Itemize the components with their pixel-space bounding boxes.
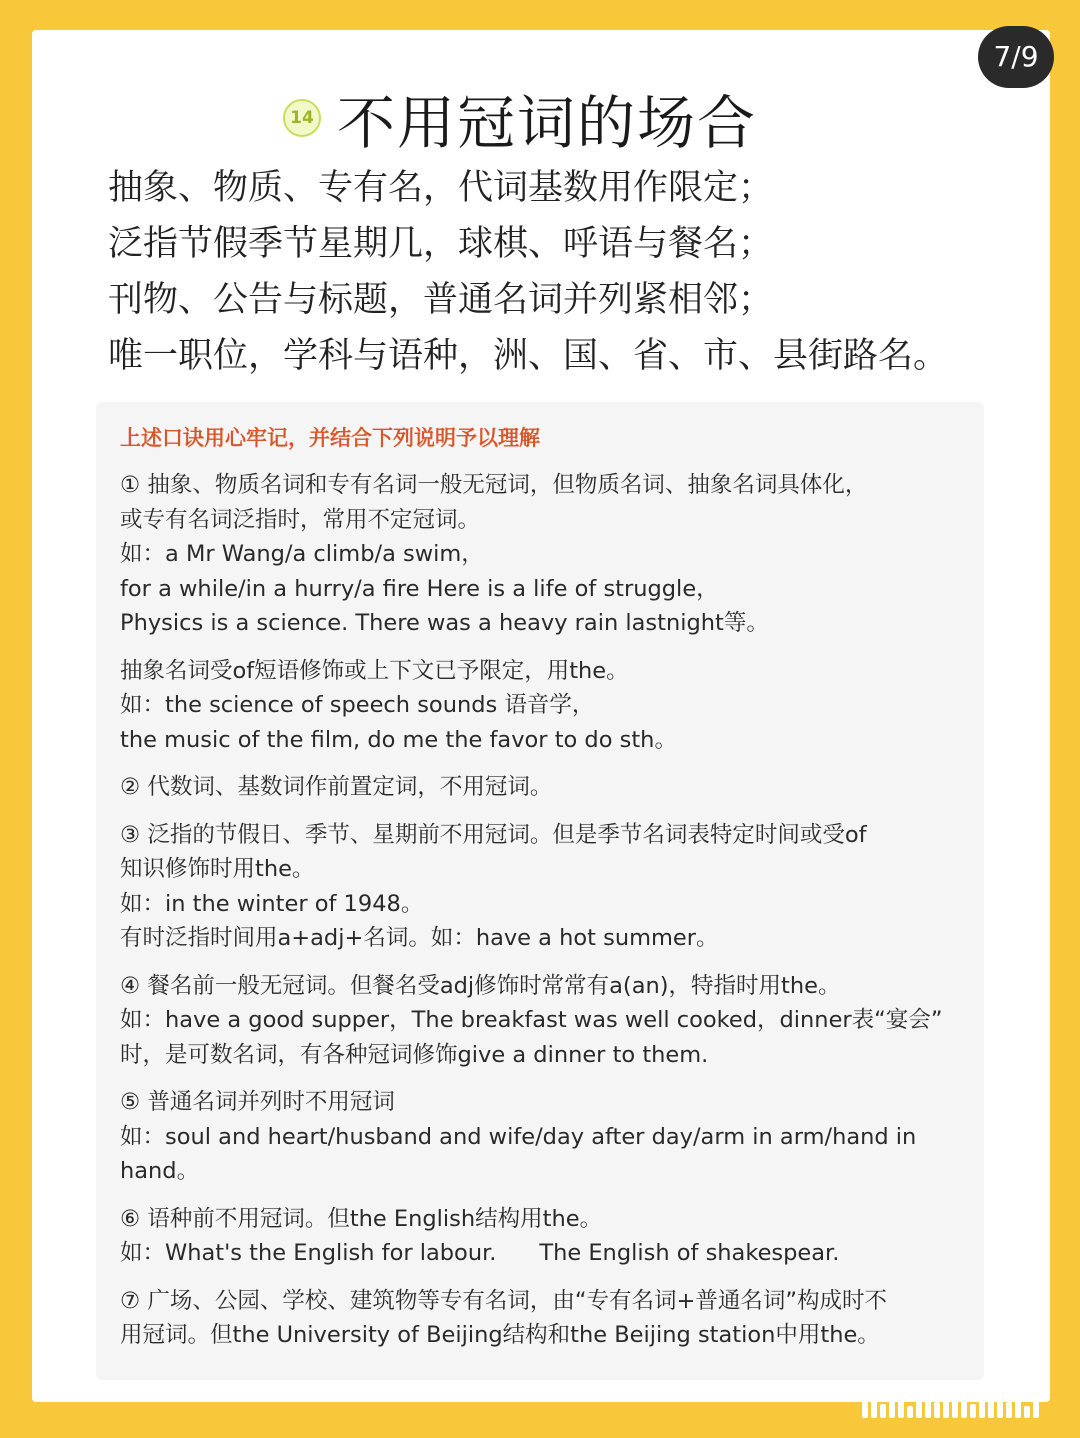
- example-line: Physics is a science. There was a heavy rain lastnight等。: [120, 610, 769, 636]
- example-line: 如：a Mr Wang/a climb/a swim，: [120, 541, 484, 567]
- explanation-intro: 上述口诀用心牢记，并结合下列说明予以理解: [120, 426, 540, 450]
- rule-line: 用冠词。但the University of Beijing结构和the Beijing station中用the。: [120, 1322, 880, 1348]
- page-counter-badge: 7/9: [978, 26, 1054, 88]
- example-line: 如：the science of speech sounds 语音学，: [120, 692, 595, 718]
- page-title: 不用冠词的场合: [337, 89, 758, 157]
- section-number-badge: 14: [283, 99, 321, 137]
- rule-block: [120, 654, 964, 758]
- rule-line: ⑦ 广场、公园、学校、建筑物等专有名词，由“专有名词+普通名词”构成时不: [120, 1287, 887, 1314]
- rule-line: ⑤ 普通名词并列时不用冠词: [120, 1089, 395, 1115]
- rule-block: [120, 1202, 964, 1271]
- example-line: 如：What's the English for labour. The English of shakespear.: [120, 1240, 840, 1266]
- rule-line: ④ 餐名前一般无冠词。但餐名受adj修饰时常常有a(an)，特指时用the。: [120, 972, 841, 999]
- example-line: the music of the film, do me the favor to do sth。: [120, 726, 677, 753]
- rule-block: [120, 1085, 964, 1189]
- example-line: 有时泛指时间用a+adj+名词。如：have a hot summer。: [120, 925, 719, 951]
- explanation-panel: [96, 402, 984, 1380]
- title-row: [283, 80, 757, 156]
- rule-line: ⑥ 语种前不用冠词。但the English结构用the。: [120, 1205, 603, 1232]
- mnemonic-line: 泛指节假季节星期几，球棋、呼语与餐名；: [108, 224, 774, 264]
- example-line: 时，是可数名词，有各种冠词修饰give a dinner to them.: [120, 1041, 709, 1068]
- rule-line: ③ 泛指的节假日、季节、星期前不用冠词。但是季节名词表特定时间或受of: [120, 821, 867, 848]
- rule-line: 或专有名词泛指时，常用不定冠词。: [120, 506, 481, 533]
- rule-block: [120, 818, 964, 956]
- rule-block: [120, 468, 964, 641]
- example-line: hand。: [120, 1158, 200, 1184]
- mnemonic-line: 唯一职位，学科与语种，洲、国、省、市、县街路名。: [108, 336, 949, 376]
- example-line: 如：in the winter of 1948。: [120, 890, 424, 917]
- mnemonic-verse: [108, 160, 1038, 384]
- rule-block: [120, 770, 964, 805]
- example-line: for a while/in a hurry/a fire Here is a life of struggle，: [120, 575, 719, 602]
- mnemonic-line: 刊物、公告与标题，普通名词并列紧相邻；: [108, 280, 774, 320]
- rule-line: ① 抽象、物质名词和专有名词一般无冠词，但物质名词、抽象名词具体化，: [120, 472, 868, 498]
- example-line: 如：soul and heart/husband and wife/day after day/arm in arm/hand in: [120, 1123, 917, 1150]
- watermark-bars-icon: [862, 1384, 1058, 1418]
- rule-block: [120, 1284, 964, 1353]
- rule-line: ② 代数词、基数词作前置定词，不用冠词。: [120, 774, 553, 800]
- rule-block: [120, 969, 964, 1073]
- example-line: 如：have a good supper，The breakfast was well cooked，dinner表“宴会”: [120, 1007, 943, 1033]
- rule-line: 知识修饰时用the。: [120, 856, 315, 882]
- mnemonic-line: 抽象、物质、专有名，代词基数用作限定；: [108, 168, 774, 208]
- rule-line: 抽象名词受of短语修饰或上下文已予限定，用the。: [120, 657, 629, 684]
